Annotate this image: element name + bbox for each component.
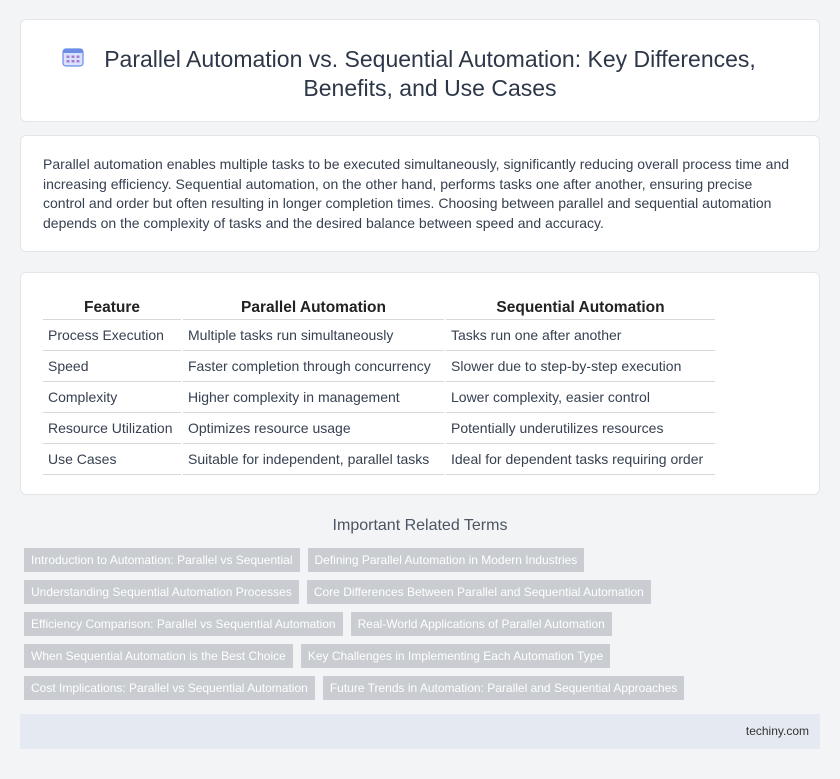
intro-paragraph: Parallel automation enables multiple tasks to be executed simultaneously, significantly reducing overall process time and increasing efficiency. Sequential automation, on the other hand, performs tasks one after another, ensuring precise control and order but often resulting in longer completion times. Choosing between parallel and sequential automation depends on the complexity of tasks and the desired balance between speed and accuracy. xyxy=(43,156,790,231)
related-term-link[interactable]: Real-World Applications of Parallel Automation xyxy=(351,612,612,636)
table-cell: Tasks run one after another xyxy=(445,320,715,351)
table-row xyxy=(43,382,715,413)
tag-row xyxy=(24,580,804,604)
table-cell: Use Cases xyxy=(43,444,182,475)
table-cell: Potentially underutilizes resources xyxy=(445,413,715,444)
table-cell: Slower due to step-by-step execution xyxy=(445,351,715,382)
related-term-link[interactable]: Efficiency Comparison: Parallel vs Sequential Automation xyxy=(24,612,343,636)
table-cell: Optimizes resource usage xyxy=(182,413,445,444)
table-row xyxy=(43,413,715,444)
tag-row xyxy=(24,676,804,700)
table-row xyxy=(43,444,715,475)
title-card xyxy=(20,19,820,122)
related-terms-heading: Important Related Terms xyxy=(332,517,508,534)
header-parallel: Parallel Automation xyxy=(182,295,445,320)
table-cell: Lower complexity, easier control xyxy=(445,382,715,413)
table-header-row xyxy=(43,295,715,320)
comparison-table xyxy=(43,295,715,475)
footer-site-name[interactable]: techiny.com xyxy=(745,724,809,738)
table-cell: Speed xyxy=(43,351,182,382)
related-term-link[interactable]: Introduction to Automation: Parallel vs Sequential xyxy=(24,548,300,572)
intro-card xyxy=(20,135,820,252)
table-cell: Higher complexity in management xyxy=(182,382,445,413)
table-cell: Ideal for dependent tasks requiring order xyxy=(445,444,715,475)
related-terms-list xyxy=(24,548,804,708)
table-cell: Multiple tasks run simultaneously xyxy=(182,320,445,351)
table-cell: Complexity xyxy=(43,382,182,413)
related-term-link[interactable]: Defining Parallel Automation in Modern Industries xyxy=(308,548,585,572)
related-term-link[interactable]: Understanding Sequential Automation Processes xyxy=(24,580,299,604)
table-cell: Faster completion through concurrency xyxy=(182,351,445,382)
tag-row xyxy=(24,644,804,668)
tag-row xyxy=(24,612,804,636)
related-term-link[interactable]: Future Trends in Automation: Parallel and Sequential Approaches xyxy=(323,676,685,700)
related-term-link[interactable]: Core Differences Between Parallel and Sequential Automation xyxy=(307,580,651,604)
table-row xyxy=(43,320,715,351)
tag-row xyxy=(24,548,804,572)
table-cell: Resource Utilization xyxy=(43,413,182,444)
table-cell: Suitable for independent, parallel tasks xyxy=(182,444,445,475)
table-cell: Process Execution xyxy=(43,320,182,351)
header-sequential: Sequential Automation xyxy=(445,295,715,320)
comparison-table-card xyxy=(20,272,820,495)
footer xyxy=(20,714,820,749)
related-term-link[interactable]: Cost Implications: Parallel vs Sequential Automation xyxy=(24,676,315,700)
related-term-link[interactable]: Key Challenges in Implementing Each Automation Type xyxy=(301,644,610,668)
header-feature: Feature xyxy=(43,295,182,320)
table-row xyxy=(43,351,715,382)
related-term-link[interactable]: When Sequential Automation is the Best Choice xyxy=(24,644,293,668)
page-title: Parallel Automation vs. Sequential Automation: Key Differences, Benefits, and Use Cases xyxy=(104,46,756,101)
